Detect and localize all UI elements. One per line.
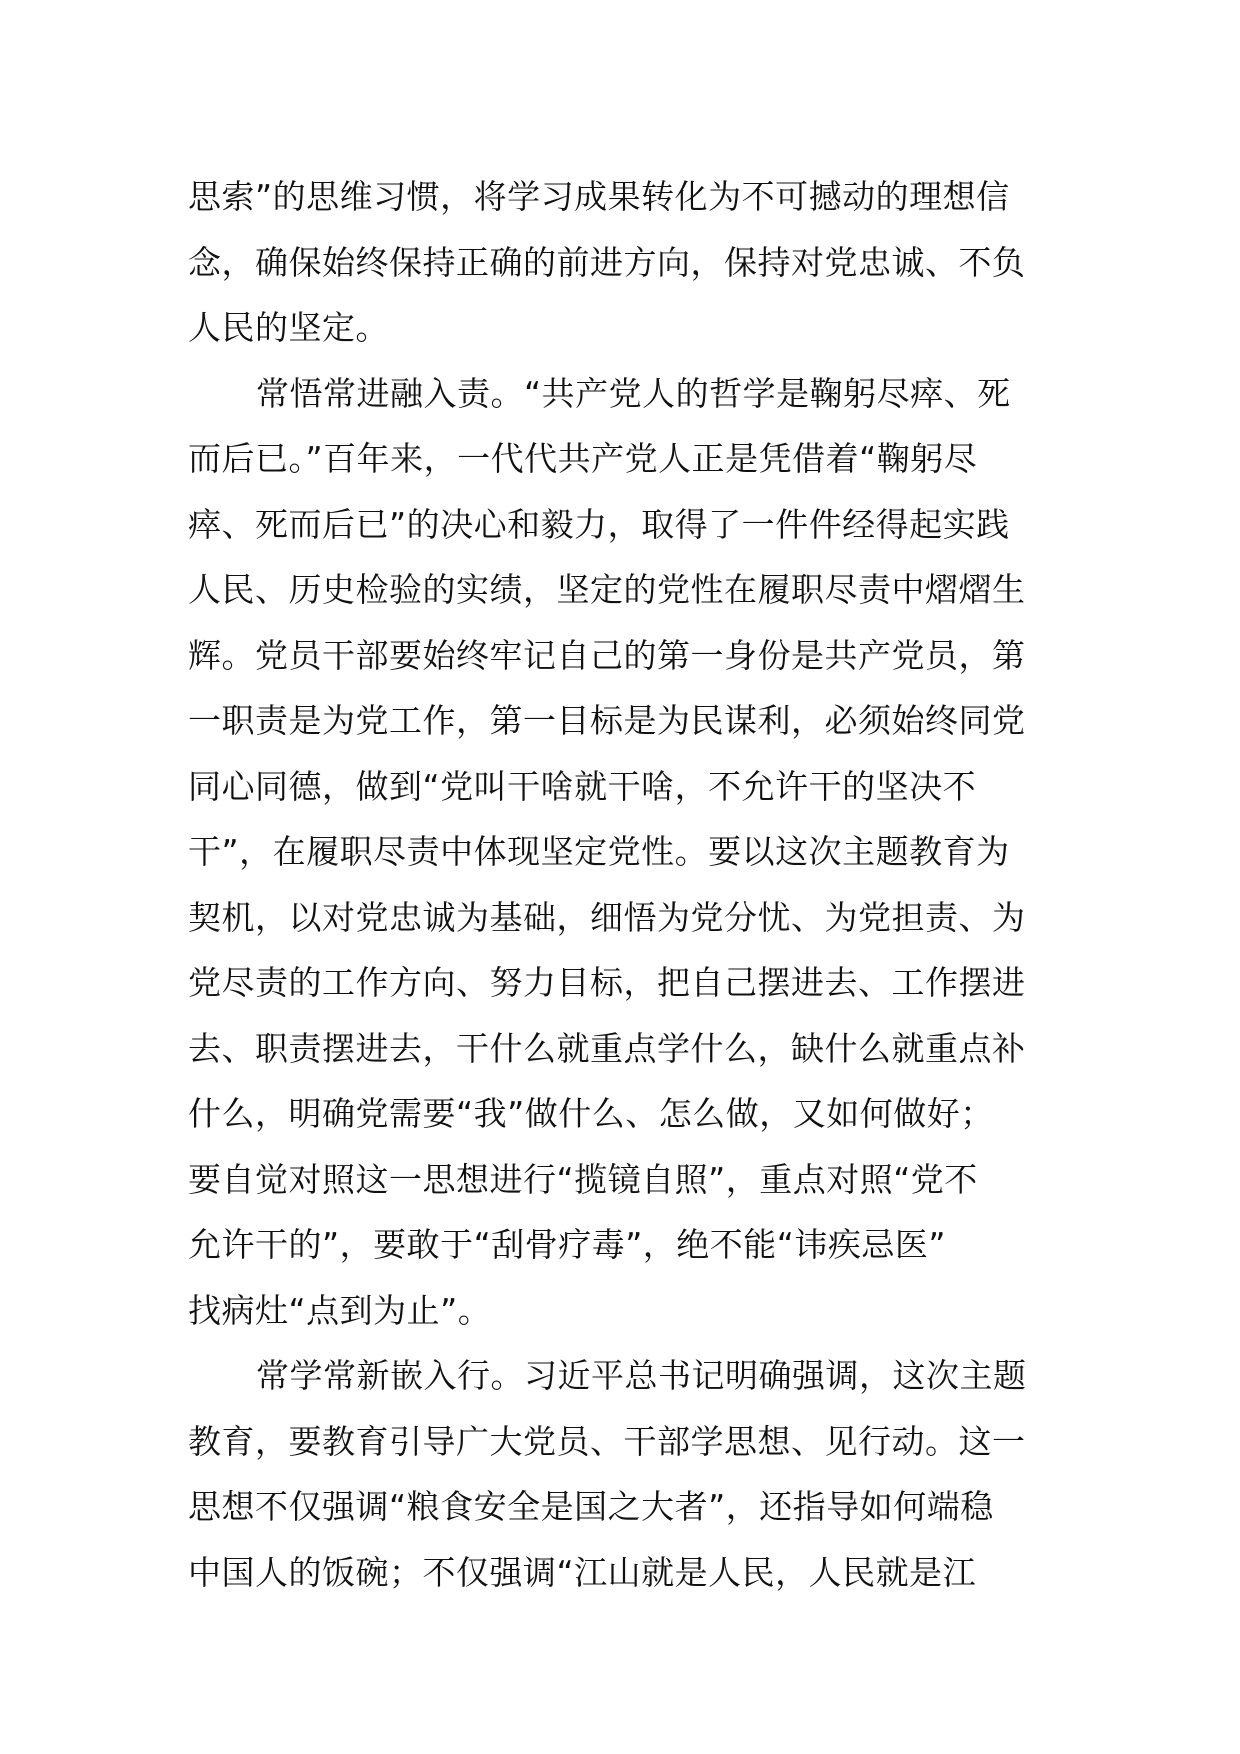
body-text <box>188 164 1058 1605</box>
text-line: 允许干的”，要敢于“刮骨疗毒”，绝不能“讳疾忌医” <box>188 1225 946 1264</box>
text-line: 契机，以对党忠诚为基础，细悟为党分忧、为党担责、为 <box>188 897 1026 937</box>
text-line: 党尽责的工作方向、努力目标，把自己摆进去、工作摆进 <box>188 963 1026 1002</box>
paragraph-heading-line: 常悟常进融入责。“共产党人的哲学是鞠躬尽瘁、死 <box>256 373 1011 413</box>
text-line: 辉。党员干部要始终牢记自己的第一身份是共产党员，第 <box>188 635 1026 675</box>
text-line: 人民、历史检验的实绩，坚定的党性在履职尽责中熠熠生 <box>188 570 1026 609</box>
text-line: 找病灶“点到为止”。 <box>188 1290 492 1330</box>
text-line: 而后已。”百年来，一代代共产党人正是凭借着“鞠躬尽 <box>188 439 978 478</box>
text-line: 干”，在履职尽责中体现坚定党性。要以这次主题教育为 <box>188 832 1010 871</box>
text-line: 同心同德，做到“党叫干啥就干啥，不允许干的坚决不 <box>188 766 977 806</box>
text-line: 瘁、死而后已”的决心和毅力，取得了一件件经得起实践 <box>188 504 1010 544</box>
text-line: 思索”的思维习惯，将学习成果转化为不可撼动的理想信 <box>188 177 1010 216</box>
text-line: 思想不仅强调“粮食安全是国之大者”，还指导如何端稳 <box>188 1487 994 1526</box>
text-line: 念，确保始终保持正确的前进方向，保持对党忠诚、不负 <box>188 242 1026 282</box>
paragraph-heading-line: 常学常新嵌入行。习近平总书记明确强调，这次主题 <box>256 1356 1027 1395</box>
text-line: 中国人的饭碗；不仅强调“江山就是人民，人民就是江 <box>188 1552 977 1592</box>
text-line: 教育，要教育引导广大党员、干部学思想、见行动。这一 <box>188 1421 1026 1461</box>
text-line: 去、职责摆进去，干什么就重点学什么，缺什么就重点补 <box>188 1028 1026 1068</box>
text-line: 一职责是为党工作，第一目标是为民谋利，必须始终同党 <box>188 701 1026 740</box>
text-line: 人民的坚定。 <box>188 308 389 347</box>
text-line: 什么，明确党需要“我”做什么、怎么做，又如何做好； <box>188 1094 994 1133</box>
text-line: 要自觉对照这一思想进行“揽镜自照”，重点对照“党不 <box>188 1159 978 1199</box>
